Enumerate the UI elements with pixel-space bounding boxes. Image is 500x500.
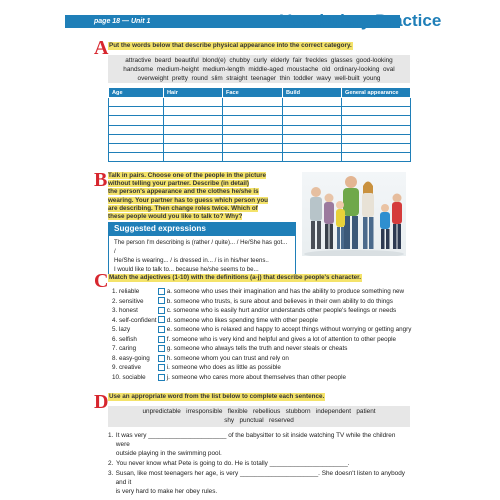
table-cell[interactable] (164, 98, 223, 107)
list-item (112, 354, 412, 364)
list-item (112, 363, 412, 373)
definition: h. someone whom you can trust and rely on (166, 354, 289, 362)
section-d-instruction: Use an appropriate word from the list below to complete each sentence. (109, 393, 325, 400)
sentence-text: Susan, like most teenagers her age, is very ______________________. She doesn't listen to anybody and it (115, 470, 405, 486)
table-cell[interactable] (283, 125, 342, 134)
definition: d. someone who likes spending time with other people (166, 316, 318, 324)
table-cell[interactable] (164, 143, 223, 152)
table-row (109, 143, 411, 152)
table-cell[interactable] (342, 143, 411, 152)
sentence-text: You never know what Pete is going to do. He is totally ______________________. (116, 460, 350, 467)
list-item (112, 297, 412, 307)
adjective: 6. selfish (112, 335, 137, 343)
answer-box[interactable] (158, 374, 165, 381)
definition: i. someone who does as little as possible (166, 364, 281, 372)
table-cell[interactable] (223, 125, 283, 134)
section-a-instruction: Put the words below that describe physical appearance into the correct category. (109, 42, 352, 49)
list-item (112, 325, 412, 335)
table-cell[interactable] (342, 98, 411, 107)
table-cell[interactable] (283, 116, 342, 125)
d-word-line-1: unpredictable irresponsible flexible rebellious stubborn independent patient (142, 408, 376, 415)
adjective: 10. sociable (112, 373, 146, 381)
section-c-instruction: Match the adjectives (1-10) with the definitions (a-j) that describe people's character. (109, 274, 362, 281)
appearance-table (108, 87, 411, 162)
definition: c. someone who is easily hurt and/or understands other people's feelings or needs (166, 307, 397, 315)
section-a-letter: A (94, 37, 109, 59)
definition: j. someone who cares more about themselves than other people (166, 373, 346, 381)
table-cell[interactable] (109, 116, 164, 125)
table-cell[interactable] (283, 98, 342, 107)
list-item (112, 306, 412, 316)
b-line-3: the person's appearance and the clothes he/she is (108, 188, 259, 196)
adjective: 2. sensitive (112, 297, 144, 305)
section-c-letter: C (94, 270, 109, 292)
table-cell[interactable] (223, 98, 283, 107)
col-age: Age (109, 88, 164, 98)
definition: a. someone who uses their imagination and has the ability to produce something new (166, 288, 405, 295)
sentence-number: 1. (108, 432, 114, 439)
answer-box[interactable] (158, 326, 165, 333)
table-cell[interactable] (223, 134, 283, 143)
sentence-item (108, 459, 408, 468)
table-cell[interactable] (109, 134, 164, 143)
table-row (109, 116, 411, 125)
sentence-text: It was very ______________________ of the babysitter to sit inside watching TV while the children were (115, 432, 396, 448)
page-title: Vocabulary Practice (280, 11, 442, 30)
table-row (109, 98, 411, 107)
suggested-line-1: The person I'm describing is (rather / quite)... / He/She has got... / (114, 239, 288, 255)
sentence-number: 3. (108, 470, 114, 477)
family-illustration (302, 172, 406, 256)
sentence-list (108, 431, 408, 496)
table-cell[interactable] (109, 125, 164, 134)
list-item (112, 287, 412, 297)
definition: f. someone who is very kind and helpful and gives a lot of attention to other people (166, 335, 397, 343)
table-cell[interactable] (223, 143, 283, 152)
suggested-body (108, 235, 296, 277)
adjective: 5. lazy (112, 326, 131, 334)
table-cell[interactable] (283, 107, 342, 116)
col-build: Build (283, 88, 342, 98)
definition: b. someone who trusts, is sure about and believes in their own ability to do things (166, 297, 393, 305)
table-cell[interactable] (109, 107, 164, 116)
section-d-letter: D (94, 391, 109, 413)
list-item (112, 344, 412, 354)
section-a-word-box (108, 55, 410, 83)
list-item (112, 335, 412, 345)
b-line-5: are describing. Then change roles twice. Which of (108, 204, 258, 212)
section-b-letter: B (94, 169, 108, 191)
table-cell[interactable] (283, 153, 342, 162)
sentence-item (108, 431, 408, 458)
col-face: Face (223, 88, 283, 98)
sentence-text-cont: is very hard to make her obey rules. (115, 488, 218, 495)
section-d-word-box (108, 406, 410, 427)
table-cell[interactable] (164, 107, 223, 116)
d-word-line-2: shy punctual reserved (224, 417, 294, 424)
table-cell[interactable] (342, 134, 411, 143)
section-b-instruction (108, 172, 308, 221)
adjective: 8. easy-going (112, 354, 150, 362)
table-cell[interactable] (342, 116, 411, 125)
page-label: page 18 — Unit 1 (94, 18, 151, 25)
word-line-1: attractive beard beautiful blond(e) chubby curly elderly fair freckles glasses good-looking (125, 57, 393, 64)
sentence-item (108, 469, 408, 496)
answer-box[interactable] (158, 345, 165, 352)
table-header-row (109, 88, 411, 98)
adjective: 3. honest (112, 307, 138, 315)
b-line-1: Talk in pairs. Choose one of the people in the picture (108, 172, 267, 179)
matching-list (112, 287, 412, 382)
table-cell[interactable] (164, 153, 223, 162)
adjective: 1. reliable (112, 288, 140, 295)
table-cell[interactable] (283, 134, 342, 143)
table-row (109, 153, 411, 162)
answer-box[interactable] (158, 297, 165, 304)
table-cell[interactable] (223, 153, 283, 162)
list-item (112, 316, 412, 326)
adjective: 9. creative (112, 364, 142, 372)
answer-box[interactable] (158, 364, 165, 371)
col-hair: Hair (164, 88, 223, 98)
suggested-title: Suggested expressions (108, 222, 296, 235)
table-row (109, 107, 411, 116)
definition: e. someone who is relaxed and happy to accept things without worrying or getting angry (166, 326, 412, 334)
table-cell[interactable] (342, 125, 411, 134)
family-photo (302, 172, 406, 256)
b-line-4: wearing. Your partner has to guess which person you (108, 196, 269, 204)
word-line-3: overweight pretty round slim straight teenager thin toddler wavy well-built young (137, 75, 381, 82)
adjective: 7. caring (112, 345, 137, 353)
suggested-line-3: I would like to talk to... because he/she seems to be... (114, 266, 259, 273)
table-cell[interactable] (342, 153, 411, 162)
table-cell[interactable] (164, 134, 223, 143)
suggested-line-2: He/She is wearing... / is dressed in... / is in his/her teens.. (114, 257, 269, 264)
sentence-number: 2. (108, 460, 114, 467)
b-line-2: without telling your partner. Describe (in detail) (108, 180, 249, 188)
answer-box[interactable] (158, 307, 165, 314)
table-row (109, 134, 411, 143)
answer-box[interactable] (158, 336, 165, 343)
definition: g. someone who always tells the truth and never steals or cheats (166, 345, 348, 353)
suggested-expressions-box (108, 222, 296, 277)
table-cell[interactable] (164, 116, 223, 125)
b-line-6: these people would you like to talk to? Why? (108, 213, 243, 221)
answer-box[interactable] (158, 288, 165, 295)
answer-box[interactable] (158, 355, 165, 362)
table-cell[interactable] (109, 143, 164, 152)
table-cell[interactable] (283, 143, 342, 152)
table-cell[interactable] (342, 107, 411, 116)
table-row (109, 125, 411, 134)
table-cell[interactable] (223, 107, 283, 116)
table-cell[interactable] (223, 116, 283, 125)
word-line-2: handsome medium-height medium-length middle-aged moustache old ordinary-looking oval (123, 66, 395, 73)
list-item (112, 373, 412, 383)
col-general-appearance: General appearance (342, 88, 411, 98)
table-cell[interactable] (164, 125, 223, 134)
adjective: 4. self-confident (112, 316, 157, 324)
table-cell[interactable] (109, 153, 164, 162)
answer-box[interactable] (158, 316, 165, 323)
table-cell[interactable] (109, 98, 164, 107)
sentence-text-cont: outside playing in the swimming pool. (115, 450, 222, 457)
